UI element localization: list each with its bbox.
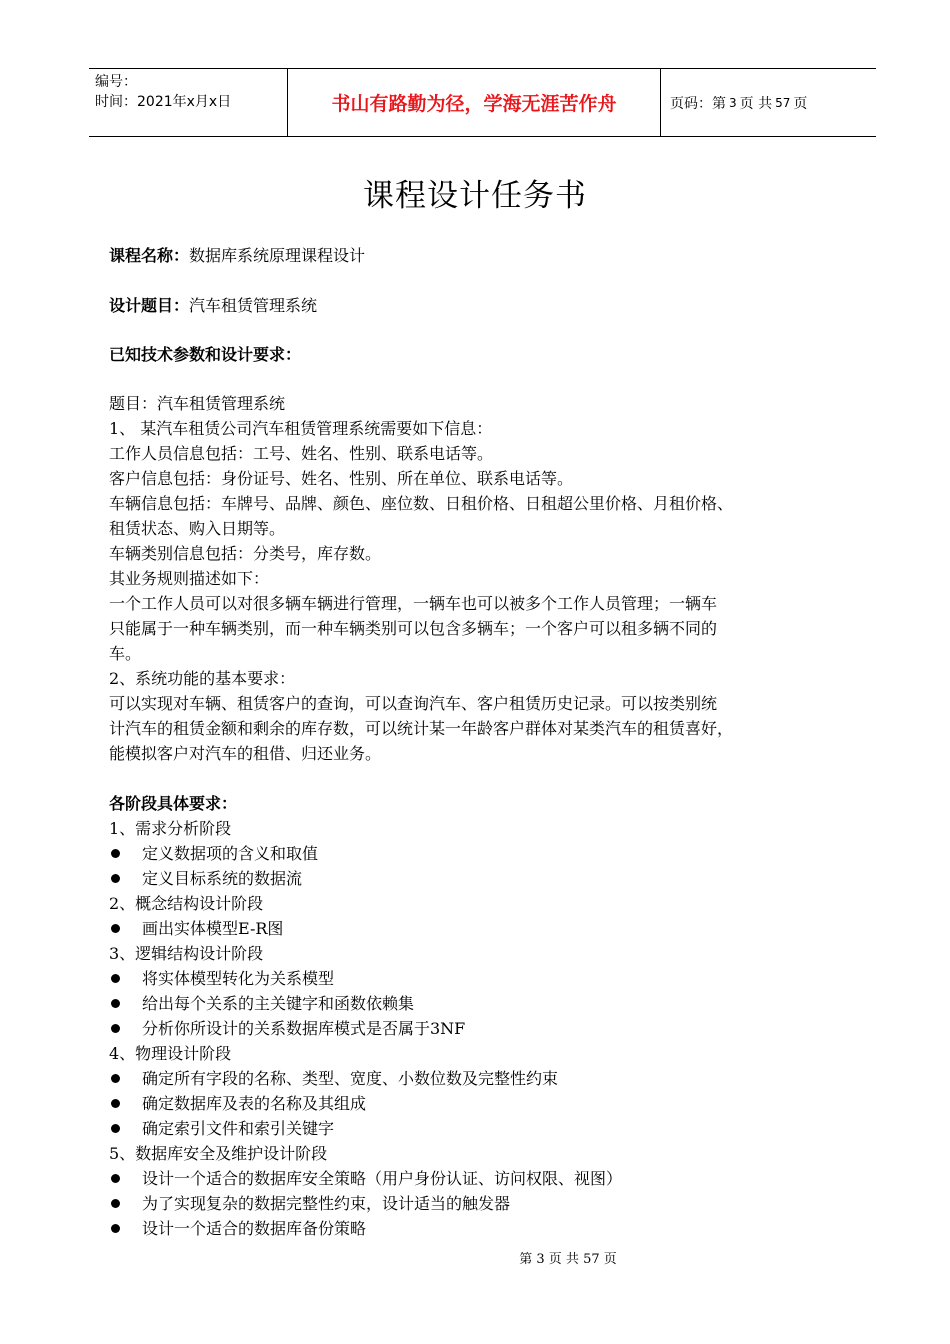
list-item-text: 设计一个适合的数据库安全策略（用户身份认证、访问权限、视图） — [142, 1169, 623, 1188]
stage-title: 1、需求分析阶段 — [109, 819, 232, 838]
time-label: 时间：2021年x月x日 — [95, 94, 232, 110]
list-item — [109, 966, 869, 991]
params-line: 租赁状态、购入日期等。 — [109, 519, 286, 538]
footer-prefix: 第 — [519, 1252, 533, 1267]
params-line: 2、系统功能的基本要求： — [109, 669, 296, 688]
params-line: 题目：汽车租赁管理系统 — [109, 394, 286, 413]
params-line: 一个工作人员可以对很多辆车辆进行管理，一辆车也可以被多个工作人员管理；一辆车 — [109, 594, 718, 613]
params-heading — [109, 342, 301, 365]
course-name-field — [109, 243, 365, 266]
stage-title: 2、概念结构设计阶段 — [109, 894, 264, 913]
list-item-text: 画出实体模型E-R图 — [142, 919, 284, 938]
list-item-text: 定义目标系统的数据流 — [142, 869, 303, 888]
page-middle: 页 共 — [739, 95, 773, 112]
page-header — [89, 68, 876, 137]
params-line: 1、 某汽车租赁公司汽车租赁管理系统需要如下信息： — [109, 419, 493, 438]
bullet-icon — [111, 1099, 120, 1108]
params-line: 可以实现对车辆、租赁客户的查询，可以查询汽车、客户租赁历史记录。可以按类别统 — [109, 694, 718, 713]
header-motto: 书山有路勤为径，学海无涯苦作舟 — [288, 69, 661, 136]
params-line: 客户信息包括：身份证号、姓名、性别、所在单位、联系电话等。 — [109, 469, 574, 488]
header-page-info — [661, 69, 876, 136]
list-item — [109, 1091, 869, 1116]
bullet-icon — [111, 1074, 120, 1083]
bullet-icon — [111, 1124, 120, 1133]
page-prefix: 页码：第 — [670, 95, 726, 112]
list-item — [109, 1191, 869, 1216]
page-total: 57 — [775, 95, 791, 110]
params-line: 车。 — [109, 644, 142, 663]
footer-current: 3 — [536, 1252, 545, 1267]
list-item — [109, 1116, 869, 1141]
list-item — [109, 1066, 869, 1091]
course-name-label: 课程名称： — [109, 246, 190, 265]
list-item-text: 设计一个适合的数据库备份策略 — [142, 1219, 367, 1238]
header-meta — [89, 69, 288, 136]
params-line: 工作人员信息包括：工号、姓名、性别、联系电话等。 — [109, 444, 494, 463]
list-item-text: 分析你所设计的关系数据库模式是否属于3NF — [142, 1019, 466, 1038]
params-line: 能模拟客户对汽车的租借、归还业务。 — [109, 744, 382, 763]
params-heading-text: 已知技术参数和设计要求： — [109, 345, 302, 364]
list-item — [109, 1216, 869, 1241]
list-item-text: 确定数据库及表的名称及其组成 — [142, 1094, 367, 1113]
params-line: 车辆信息包括：车牌号、品牌、颜色、座位数、日租价格、日租超公里价格、月租价格、 — [109, 494, 734, 513]
list-item — [109, 1016, 869, 1041]
list-item — [109, 841, 869, 866]
page-suffix: 页 — [793, 95, 808, 112]
bullet-icon — [111, 874, 120, 883]
bullet-icon — [111, 1174, 120, 1183]
number-label: 编号： — [95, 74, 137, 90]
list-item — [109, 991, 869, 1016]
bullet-icon — [111, 1199, 120, 1208]
params-line: 计汽车的租赁金额和剩余的库存数，可以统计某一年龄客户群体对某类汽车的租赁喜好， — [109, 719, 734, 738]
list-item-text: 定义数据项的含义和取值 — [142, 844, 319, 863]
stage-title: 4、物理设计阶段 — [109, 1044, 232, 1063]
params-line: 车辆类别信息包括：分类号，库存数。 — [109, 544, 382, 563]
list-item-text: 确定所有字段的名称、类型、宽度、小数位数及完整性约束 — [142, 1069, 559, 1088]
bullet-icon — [111, 999, 120, 1008]
stage-title: 5、数据库安全及维护设计阶段 — [109, 1144, 328, 1163]
footer-middle: 页 共 — [548, 1252, 579, 1267]
design-topic-field — [109, 293, 317, 316]
design-topic-value: 汽车租赁管理系统 — [189, 296, 318, 315]
page-footer — [0, 1248, 950, 1267]
bullet-icon — [111, 1224, 120, 1233]
page-current: 3 — [729, 95, 737, 110]
document-body — [109, 391, 869, 1241]
bullet-icon — [111, 974, 120, 983]
params-line: 只能属于一种车辆类别，而一种车辆类别可以包含多辆车；一个客户可以租多辆不同的 — [109, 619, 718, 638]
course-name-value: 数据库系统原理课程设计 — [189, 246, 366, 265]
stage-title: 3、逻辑结构设计阶段 — [109, 944, 264, 963]
footer-total: 57 — [583, 1252, 600, 1267]
document-title: 课程设计任务书 — [363, 178, 587, 214]
list-item-text: 给出每个关系的主关键字和函数依赖集 — [142, 994, 415, 1013]
list-item-text: 将实体模型转化为关系模型 — [142, 969, 335, 988]
params-line: 其业务规则描述如下： — [109, 569, 270, 588]
list-item — [109, 1166, 869, 1191]
footer-suffix: 页 — [603, 1252, 617, 1267]
list-item-text: 为了实现复杂的数据完整性约束，设计适当的触发器 — [142, 1194, 511, 1213]
bullet-icon — [111, 849, 120, 858]
list-item — [109, 916, 869, 941]
list-item-text: 确定索引文件和索引关键字 — [142, 1119, 335, 1138]
bullet-icon — [111, 1024, 120, 1033]
design-topic-label: 设计题目： — [109, 296, 190, 315]
list-item — [109, 866, 869, 891]
stages-heading: 各阶段具体要求： — [109, 794, 238, 813]
bullet-icon — [111, 924, 120, 933]
